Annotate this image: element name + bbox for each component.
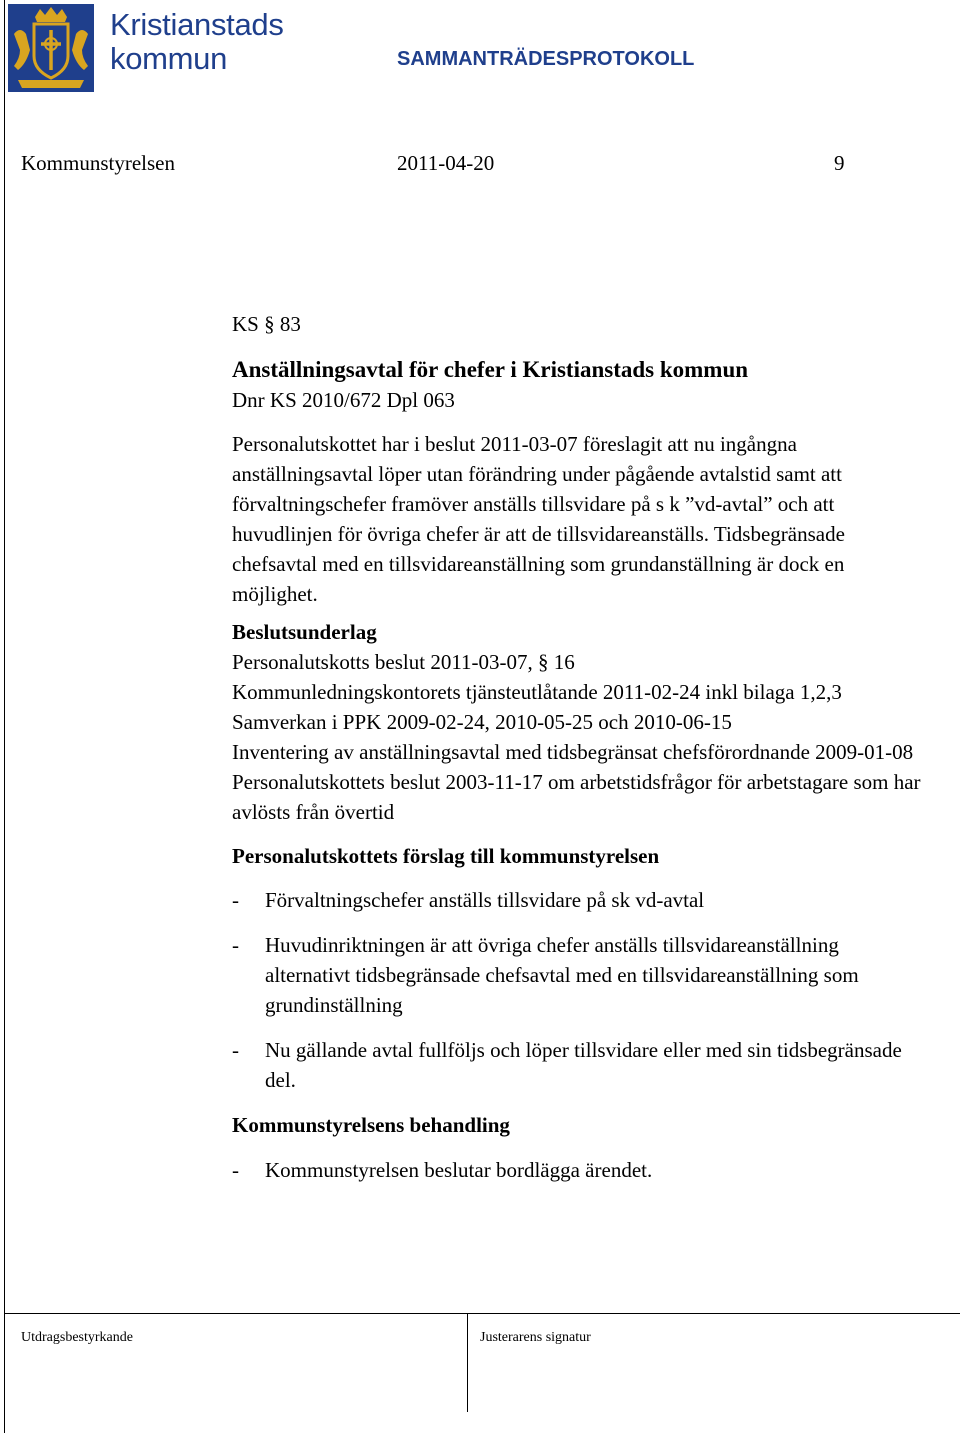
basis-item: Kommunledningskontorets tjänsteutlåtande 2011-02-24 inkl bilaga 1,2,3	[232, 680, 842, 704]
page-frame-left	[4, 0, 5, 1433]
municipality-logo-wordmark	[110, 8, 284, 76]
list-dash: -	[232, 1038, 239, 1062]
proposal-list	[232, 885, 922, 1095]
logo-line-1: Kristianstads	[110, 7, 284, 42]
basis-item: Personalutskotts beslut 2011-03-07, § 16	[232, 650, 575, 674]
protocol-section	[232, 309, 922, 1200]
proposal-heading: Personalutskottets förslag till kommunstyrelsen	[232, 844, 660, 868]
proposal-item	[232, 1035, 922, 1095]
basis-item: Inventering av anställningsavtal med tidsbegränsat chefsförordnande 2009-01-08	[232, 740, 914, 764]
list-dash: -	[232, 888, 239, 912]
list-dash: -	[232, 1158, 239, 1182]
proposal-item	[232, 885, 922, 915]
section-title: Anställningsavtal för chefer i Kristianstads kommun	[232, 357, 749, 382]
basis-item: Personalutskottets beslut 2003-11-17 om arbetstidsfrågor för arbetstagare som har avlösts från övertid	[232, 770, 921, 824]
footer-divider	[467, 1313, 468, 1412]
footer-rule	[4, 1313, 960, 1314]
proposal-item-text: Huvudinriktningen är att övriga chefer anställs tillsvidareanställning alternativt tidsbegränsade chefsavtal med en tillsvidareanställning som grundinställning	[265, 933, 859, 1017]
page-number: 9	[834, 151, 845, 175]
meeting-date: 2011-04-20	[397, 151, 495, 175]
footer-attestation-label: Utdragsbestyrkande	[21, 1330, 133, 1345]
decision-list	[232, 1155, 922, 1185]
intro-paragraph: Personalutskottet har i beslut 2011-03-07 föreslagit att nu ingångna anställningsavtal löper utan förändring under pågående avtalstid samt att förvaltningschefer framöver anställs tillsvidare på s k ”vd-avtal” och att huvudlinjen för övriga chefer är att de tillsvidareanställs. Tidsbegränsade chefsavtal med en tillsvidareanställning som grundanställning är dock en möjlighet.	[232, 432, 845, 606]
proposal-item	[232, 930, 922, 1020]
organ-name: Kommunstyrelsen	[21, 151, 175, 175]
list-dash: -	[232, 933, 239, 957]
municipal-crest-icon	[8, 4, 94, 92]
section-number: KS § 83	[232, 312, 301, 336]
basis-heading: Beslutsunderlag	[232, 620, 377, 644]
proposal-item-text: Förvaltningschefer anställs tillsvidare på sk vd-avtal	[265, 888, 705, 912]
basis-item: Samverkan i PPK 2009-02-24, 2010-05-25 och 2010-06-15	[232, 710, 732, 734]
decision-heading: Kommunstyrelsens behandling	[232, 1113, 510, 1137]
decision-item	[232, 1155, 922, 1185]
document-type-title: SAMMANTRÄDESPROTOKOLL	[397, 48, 695, 70]
decision-item-text: Kommunstyrelsen beslutar bordlägga ärendet.	[265, 1158, 653, 1182]
footer-signature-label: Justerarens signatur	[480, 1330, 591, 1345]
basis-list	[232, 647, 922, 827]
proposal-item-text: Nu gällande avtal fullföljs och löper tillsvidare eller med sin tidsbegränsade del.	[265, 1038, 902, 1092]
logo-line-2: kommun	[110, 41, 228, 76]
diary-number: Dnr KS 2010/672 Dpl 063	[232, 388, 455, 412]
